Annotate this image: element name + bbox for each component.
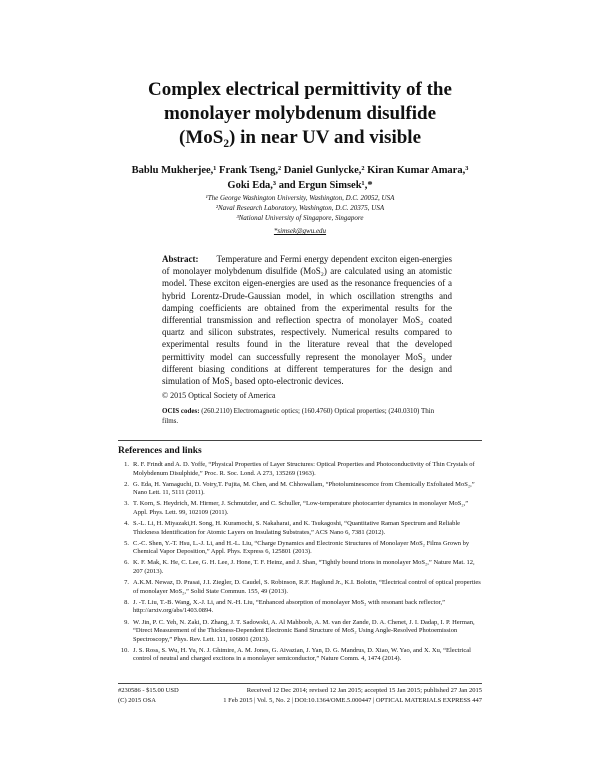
reference-text: R. F. Frindt and A. D. Yoffe, “Physical Properties of Layer Structures: Optical Properties and Photoconductivity of Thin Crystals of Molybdenum Disulphide,” Proc. R. Soc. Lond. A 273, 135269 (1963). bbox=[133, 461, 475, 477]
reference-text: G. Eda, H. Yamaguchi, D. Voiry,T. Fujita, M. Chen, and M. Chhowallam, “Photoluminescence from Chemically Exfoliated MoS₂,” Nano Lett. 11, 5111 (2011). bbox=[133, 480, 475, 497]
reference-number: 5. bbox=[124, 539, 129, 547]
reference-text: K. F. Mak, K. He, C. Lee, G. H. Lee, J. Hone, T. F. Heinz, and J. Shan, “Tightly bound trions in monolayer MoS₂,” Nature Mat. 12, 207 (2013). bbox=[133, 559, 475, 576]
reference-item bbox=[118, 540, 482, 557]
reference-text: W. Jin, P. C. Yeh, N. Zaki, D. Zhang, J. T. Sadowski, A. Al Mahboob, A. M. van der Zande, D. A. Chenet, J. I. Dadap, I. P. Herman, “Direct Measurement of the Thickness-Dependent Electronic Band Structure of MoS₂ Using Angle-Resolved Photoemission Spectroscopy,” Phys. Rev. Lett. 111, 106801 (2013). bbox=[133, 618, 475, 643]
reference-item bbox=[118, 461, 482, 478]
reference-text: J. S. Ross, S. Wu, H. Yu, N. J. Ghimire, A. M. Jones, G. Aivazian, J. Yan, D. G. Mandrus, D. Xiao, W. Yao, and X. Xu, “Electrical control of neutral and charged excitons in a monolayer semiconductor,” Nature Comm. 4, 1474 (2014). bbox=[133, 646, 471, 663]
footer-journal: 1 Feb 2015 | Vol. 5, No. 2 | DOI:10.1364/OME.5.000447 | OPTICAL MATERIALS EXPRESS 447 bbox=[223, 697, 482, 704]
footer-row-1 bbox=[118, 686, 482, 695]
reference-item bbox=[118, 599, 482, 616]
footer-copyright: (C) 2015 OSA bbox=[118, 697, 156, 704]
email-link[interactable]: *simsek@gwu.edu bbox=[273, 227, 327, 235]
reference-text: C.-C. Shen, Y.-T. Hsu, L.-J. Li, and H.-L. Liu, “Charge Dynamics and Electronic Structures of Monolayer MoS₂ Films Grown by Chemical Vapor Deposition,” Appl. Phys. Express 6, 125801 (2013). bbox=[133, 539, 470, 556]
reference-text: S.-L. Li, H. Miyazaki,H. Song, H. Kuramochi, S. Nakaharai, and K. Tsukagoshi, “Quantitative Raman Spectrum and Reliable Thickness Identification for Atomic Layers on Insulating Substrates,” ACS Nano 6, 7381 (2012). bbox=[133, 520, 461, 536]
footer-row-2 bbox=[118, 696, 482, 705]
reference-item bbox=[118, 619, 482, 645]
ocis-text: (260.2110) Electromagnetic optics; (160.4760) Optical properties; (240.0310) Thin films. bbox=[162, 407, 435, 425]
footer-price: #230586 - $15.00 USD bbox=[118, 687, 179, 694]
reference-number: 4. bbox=[124, 520, 129, 528]
reference-item bbox=[118, 647, 482, 664]
reference-number: 2. bbox=[124, 480, 129, 488]
author-list: Bablu Mukherjee,¹ Frank Tseng,² Daniel Gunlycke,² Kiran Kumar Amara,³ Goki Eda,³ and Ergun Simsek¹,* bbox=[131, 165, 469, 191]
reference-item bbox=[118, 500, 482, 517]
reference-item bbox=[118, 559, 482, 576]
footer-dates: Received 12 Dec 2014; revised 12 Jan 2015; accepted 15 Jan 2015; published 27 Jan 2015 bbox=[246, 687, 482, 694]
title-line-2: monolayer molybdenum disulfide bbox=[163, 103, 437, 124]
title-line-1: Complex electrical permittivity of the bbox=[148, 79, 452, 100]
reference-text: J. -T. Liu, T.-B. Wang, X.-J. Li, and N.-H. Liu, “Enhanced absorption of monolayer MoS₂ with resonant back reflector,” http://arxiv.org/abs/1403.0894. bbox=[133, 598, 446, 615]
reference-item bbox=[118, 579, 482, 596]
copyright-notice: © 2015 Optical Society of America bbox=[162, 391, 276, 400]
reference-item bbox=[118, 481, 482, 498]
abstract-text: Temperature and Fermi energy dependent exciton eigen-energies of monolayer molybdenum disulfide (MoS₂) are calculated using an atomistic model. These exciton eigen-energies are used as the resonance frequencies of a hybrid Lorentz-Drude-Gaussian model, in which oscillation strengths and damping coefficients are obtained from the experimental results for the differential transmission and reflection spectra of monolayer MoS₂ coated quartz and silicon substrates, respectively. Numerical results compared to experimental results found in the literature reveal that the developed permittivity model can successfully represent the monolayer MoS₂ under different biasing conditions at different temperatures for the design and simulation of MoS₂ based opto-electronic devices. bbox=[162, 254, 452, 387]
reference-number: 6. bbox=[124, 559, 129, 567]
reference-list bbox=[118, 461, 482, 666]
reference-number: 9. bbox=[124, 618, 129, 626]
reference-number: 3. bbox=[124, 500, 129, 508]
divider-bottom bbox=[118, 683, 482, 684]
reference-number: 8. bbox=[124, 598, 129, 606]
affiliations bbox=[110, 193, 490, 236]
affiliation-3: ³National University of Singapore, Singapore bbox=[236, 214, 364, 222]
reference-text: T. Korn, S. Heydrich, M. Hirmer, J. Schmutzler, and C. Schuller, “Low-temperature photocarrier dynamics in monolayer MoS₂,” Appl. Phys. Lett. 99, 102109 (2011). bbox=[133, 500, 469, 516]
abstract bbox=[162, 253, 452, 387]
reference-number: 10. bbox=[120, 646, 129, 654]
reference-number: 1. bbox=[124, 461, 129, 468]
ocis-label: OCIS codes: bbox=[162, 407, 200, 415]
affiliation-1: ¹The George Washington University, Washington, D.C. 20052, USA bbox=[205, 194, 395, 202]
references-heading: References and links bbox=[118, 446, 202, 456]
reference-item bbox=[118, 520, 482, 537]
reference-number: 7. bbox=[124, 579, 129, 587]
affiliation-2: ²Naval Research Laboratory, Washington, D.C. 20375, USA bbox=[215, 204, 385, 212]
abstract-label: Abstract: bbox=[162, 254, 199, 264]
paper-title bbox=[100, 78, 500, 150]
divider-top bbox=[118, 440, 482, 441]
title-line-3: (MoS₂) in near UV and visible bbox=[179, 127, 421, 148]
reference-text: A.K.M. Newaz, D. Prasai, J.I. Ziegler, D. Caudel, S. Robinson, R.F. Haglund Jr., K.I. Bolotin, “Electrical control of optical properties of monolayer MoS₂,” Solid State Commun. 155, 49 (2013). bbox=[133, 579, 481, 595]
ocis-codes bbox=[162, 407, 452, 426]
